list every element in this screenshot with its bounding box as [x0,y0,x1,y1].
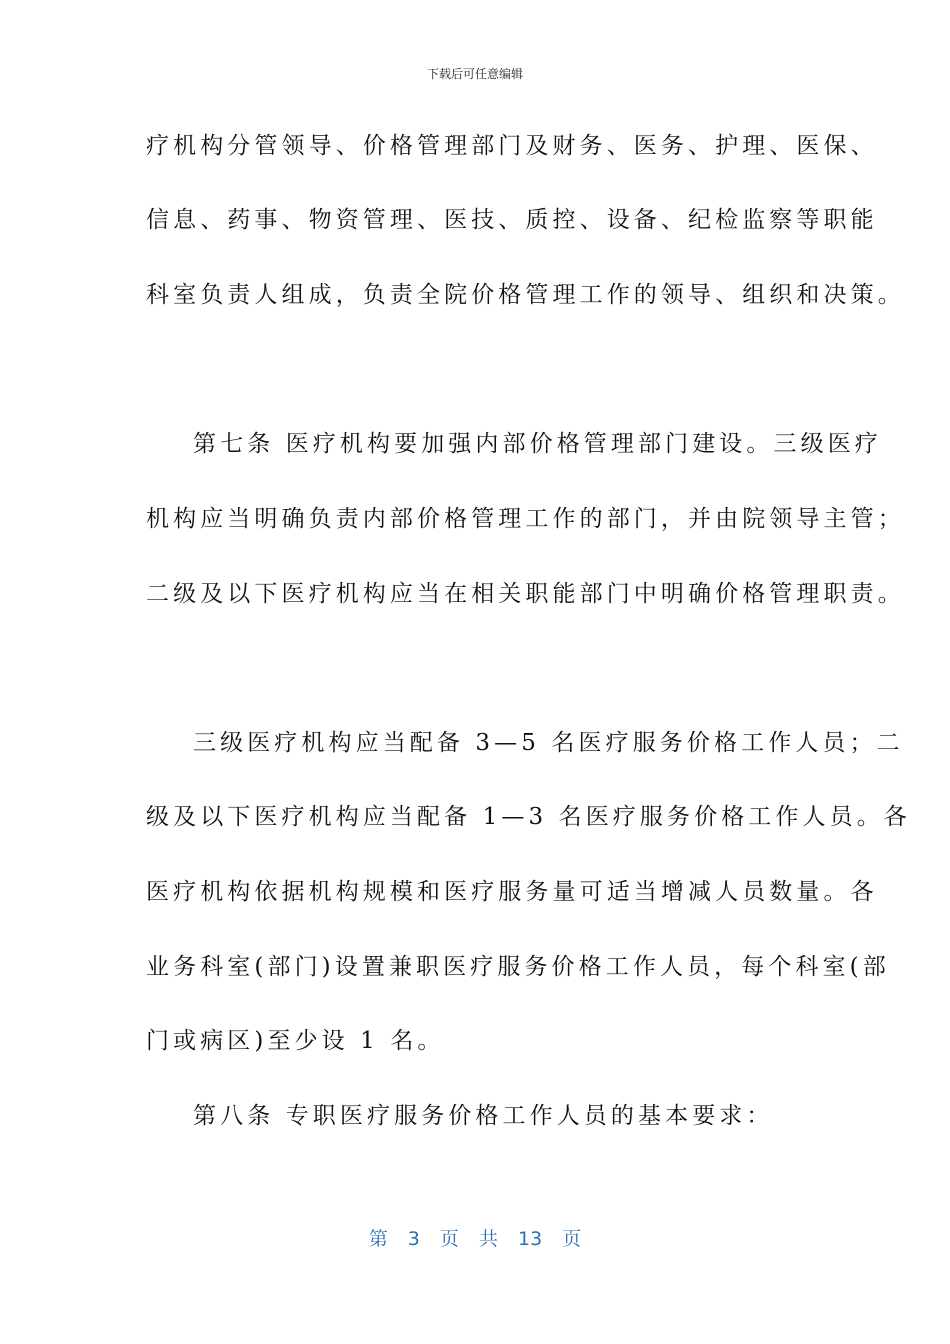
page-header: 下载后可任意编辑 [426,67,523,81]
paragraph-line: 业务科室(部门)设置兼职医疗服务价格工作人员，每个科室(部 [146,954,890,980]
paragraph-line: 级及以下医疗机构应当配备 1—3 名医疗服务价格工作人员。各 [146,804,911,830]
paragraph-line: 机构应当明确负责内部价格管理工作的部门，并由院领导主管； [146,506,905,532]
paragraph-line: 疗机构分管领导、价格管理部门及财务、医务、护理、医保、 [146,133,878,159]
paragraph-line: 三级医疗机构应当配备 3—5 名医疗服务价格工作人员；二 [193,730,904,756]
paragraph-line: 科室负责人组成，负责全院价格管理工作的领导、组织和决策。 [146,282,905,308]
page-number-footer: 第 3 页 共 13 页 [368,1228,582,1250]
article-8-line: 第八条 专职医疗服务价格工作人员的基本要求： [193,1103,774,1129]
article-7-line: 第七条 医疗机构要加强内部价格管理部门建设。三级医疗 [193,431,882,457]
paragraph-line: 二级及以下医疗机构应当在相关职能部门中明确价格管理职责。 [146,581,905,607]
paragraph-line: 医疗机构依据机构规模和医疗服务量可适当增减人员数量。各 [146,879,878,905]
paragraph-line: 信息、药事、物资管理、医技、质控、设备、纪检监察等职能 [146,207,878,233]
paragraph-line: 门或病区)至少设 1 名。 [146,1028,445,1054]
